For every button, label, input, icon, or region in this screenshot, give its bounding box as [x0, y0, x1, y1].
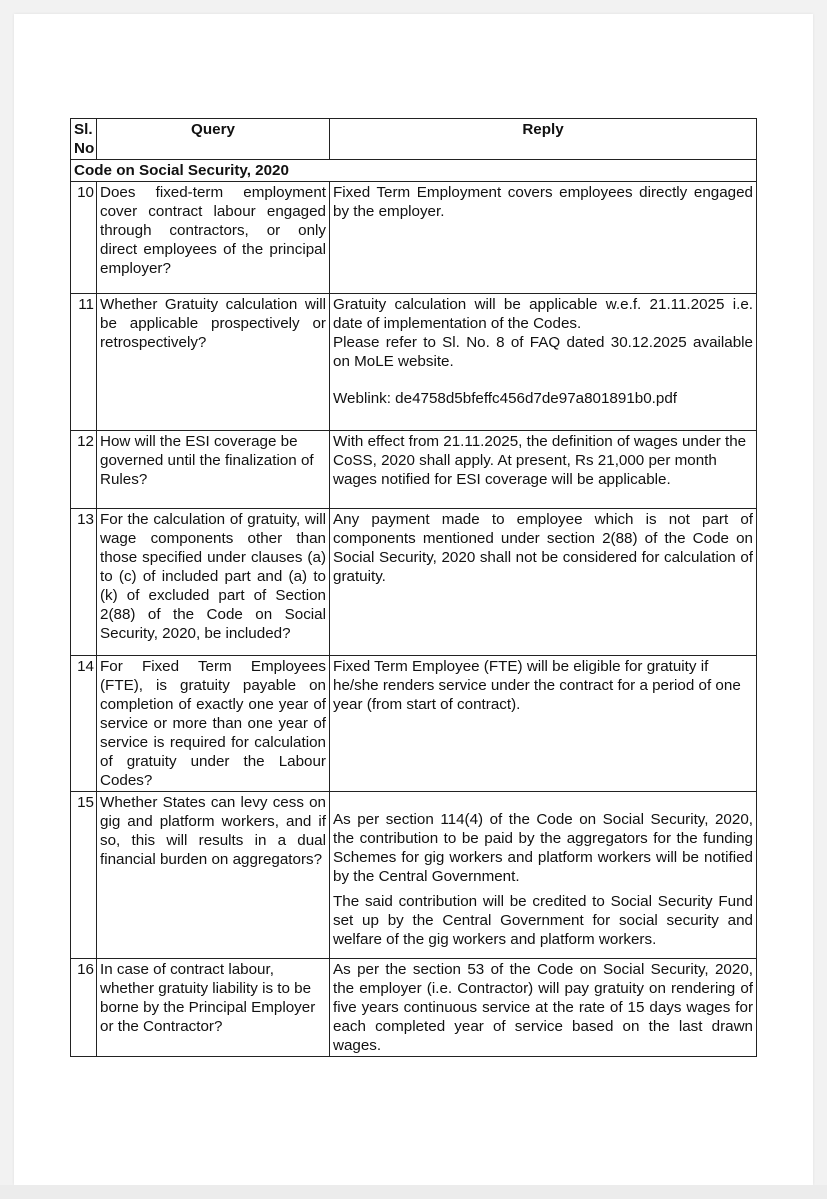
- table-row: [71, 509, 757, 656]
- table-row: [71, 792, 757, 959]
- table-row: [71, 656, 757, 792]
- weblink-text: Weblink: de4758d5bfeffc456d7de97a801891b0.pdf: [333, 390, 677, 407]
- reply-paragraph: Any payment made to employee which is not part of components mentioned under section 2(88) of the Code on Social Security, 2020 shall not be considered for calculation of gratuity.: [333, 511, 753, 585]
- row-query: For the calculation of gratuity, will wage components other than those specified under clauses (a) to (c) of included part and (a) to (k) of excluded part of Section 2(88) of the Code on Social Security, 2020, be included?: [97, 509, 330, 656]
- table-row: [71, 294, 757, 431]
- page-gap: [0, 1185, 827, 1199]
- header-reply: Reply: [330, 119, 757, 160]
- reply-paragraph: As per section 114(4) of the Code on Social Security, 2020, the contribution to be paid by the aggregators for the funding Schemes for gig workers and platform workers will be notified by the Central Government.: [333, 811, 753, 885]
- reply-paragraph: As per the section 53 of the Code on Social Security, 2020, the employer (i.e. Contractor) will pay gratuity on rendering of five years continuous service at the rate of 15 days wages for each completed year of service based on the last drawn wages.: [333, 961, 753, 1054]
- reply-paragraph: With effect from 21.11.2025, the definition of wages under the CoSS, 2020 shall apply. At present, Rs 21,000 per month wages notified for ESI coverage will be applicable.: [333, 433, 747, 488]
- header-row: [71, 119, 757, 160]
- row-reply: [330, 509, 757, 656]
- section-row: [71, 160, 757, 182]
- row-number: 10: [71, 182, 97, 294]
- row-reply: [330, 182, 757, 294]
- row-query: Whether States can levy cess on gig and platform workers, and if so, this will results in a dual financial burden on aggregators?: [97, 792, 330, 959]
- faq-table: [70, 118, 757, 1057]
- reply-paragraph: Fixed Term Employee (FTE) will be eligible for gratuity if he/she renders service under the contract for a period of one year (from start of contract).: [333, 658, 741, 713]
- table-row: [71, 182, 757, 294]
- row-query: Does fixed-term employment cover contract labour engaged through contractors, or only direct employees of the principal employer?: [97, 182, 330, 294]
- row-query: How will the ESI coverage be governed until the finalization of Rules?: [97, 431, 330, 509]
- row-query: In case of contract labour, whether gratuity liability is to be borne by the Principal Employer or the Contractor?: [97, 959, 330, 1057]
- header-query: Query: [97, 119, 330, 160]
- row-number: 11: [71, 294, 97, 431]
- header-sl-no: Sl. No: [71, 119, 97, 160]
- row-reply: [330, 294, 757, 431]
- row-number: 14: [71, 656, 97, 792]
- reply-paragraph: Please refer to Sl. No. 8 of FAQ dated 30.12.2025 available on MoLE website.: [333, 334, 753, 370]
- reply-paragraph: The said contribution will be credited to Social Security Fund set up by the Central Government for social security and welfare of the gig workers and platform workers.: [333, 893, 753, 948]
- reply-paragraph: Fixed Term Employment covers employees directly engaged by the employer.: [333, 184, 753, 220]
- reply-paragraph: Gratuity calculation will be applicable w.e.f. 21.11.2025 i.e. date of implementation of the Codes.: [333, 296, 753, 332]
- row-reply: [330, 431, 757, 509]
- row-query: Whether Gratuity calculation will be applicable prospectively or retrospectively?: [97, 294, 330, 431]
- row-number: 12: [71, 431, 97, 509]
- row-reply: [330, 792, 757, 959]
- section-title: Code on Social Security, 2020: [71, 160, 757, 182]
- row-reply: [330, 656, 757, 792]
- table-row: [71, 959, 757, 1057]
- table-row: [71, 431, 757, 509]
- row-reply: [330, 959, 757, 1057]
- row-number: 15: [71, 792, 97, 959]
- row-query: For Fixed Term Employees (FTE), is gratuity payable on completion of exactly one year of service or more than one year of service is required for calculation of gratuity under the Labour Codes?: [97, 656, 330, 792]
- row-number: 16: [71, 959, 97, 1057]
- row-number: 13: [71, 509, 97, 656]
